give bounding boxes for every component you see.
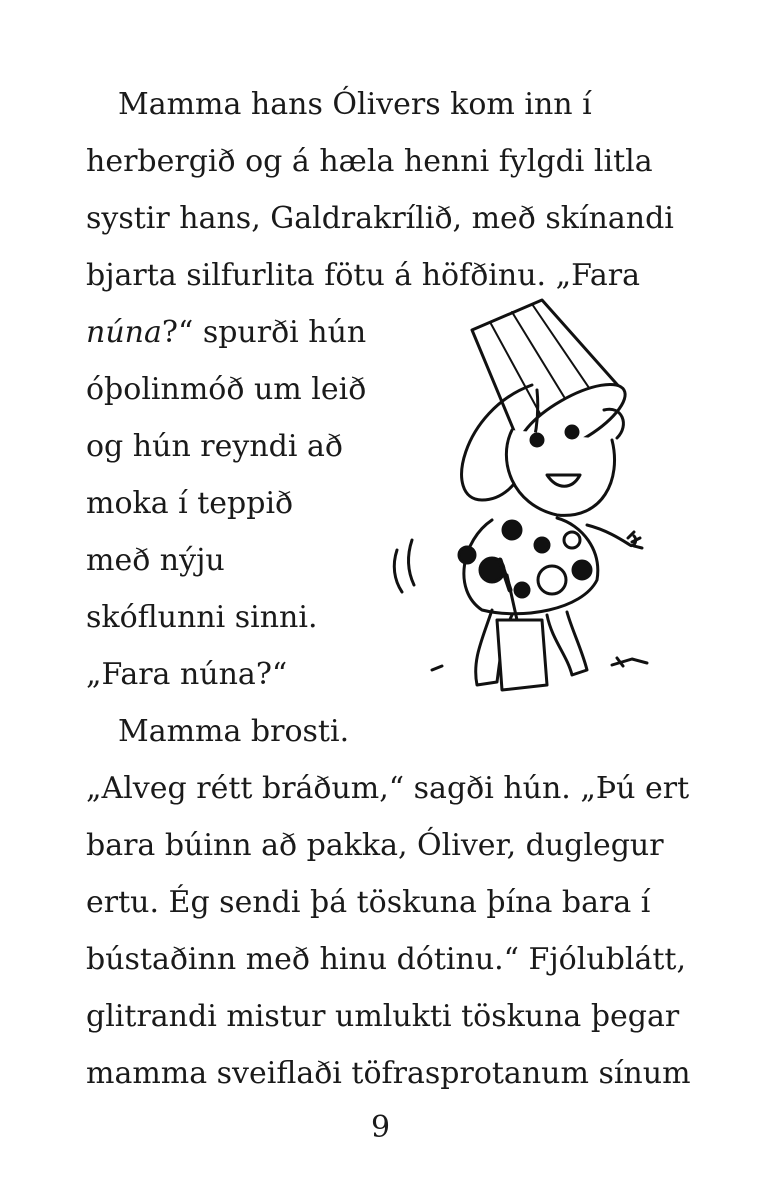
text-line — [86, 304, 366, 361]
italic-word: núna — [86, 315, 162, 350]
text-line: ertu. Ég sendi þá töskuna þína bara í — [86, 885, 651, 920]
text-line: herbergið og á hæla henni fylgdi litla — [86, 144, 653, 179]
text-line: glitrandi mistur umlukti töskuna þegar — [86, 999, 680, 1034]
girl-with-bucket-illustration — [372, 290, 662, 710]
text-line: systir hans, Galdrakrílið, með skínandi — [86, 201, 674, 236]
text-span: ?“ spurði hún — [161, 315, 367, 350]
text-line: og hún reyndi að — [86, 429, 343, 464]
text-line: „Fara núna?“ — [86, 657, 288, 692]
text-line: bústaðinn með hinu dótinu.“ Fjólublátt, — [86, 942, 686, 977]
text-line: skóflunni sinni. — [86, 600, 318, 635]
text-line: óþolinmóð um leið — [86, 372, 367, 407]
page-number: 9 — [370, 1110, 391, 1145]
text-line: með nýju — [86, 543, 225, 578]
text-line: Mamma hans Ólivers kom inn í — [118, 87, 592, 122]
text-line: moka í teppið — [86, 486, 294, 521]
text-line: „Alveg rétt bráðum,“ sagði hún. „Þú ert — [86, 771, 690, 806]
text-line: bjarta silfurlita fötu á höfðinu. „Fara — [86, 258, 641, 293]
text-line: mamma sveiflaði töfrasprotanum sínum — [86, 1056, 691, 1091]
text-line: bara búinn að pakka, Óliver, duglegur — [86, 828, 664, 863]
text-line: Mamma brosti. — [118, 714, 350, 749]
